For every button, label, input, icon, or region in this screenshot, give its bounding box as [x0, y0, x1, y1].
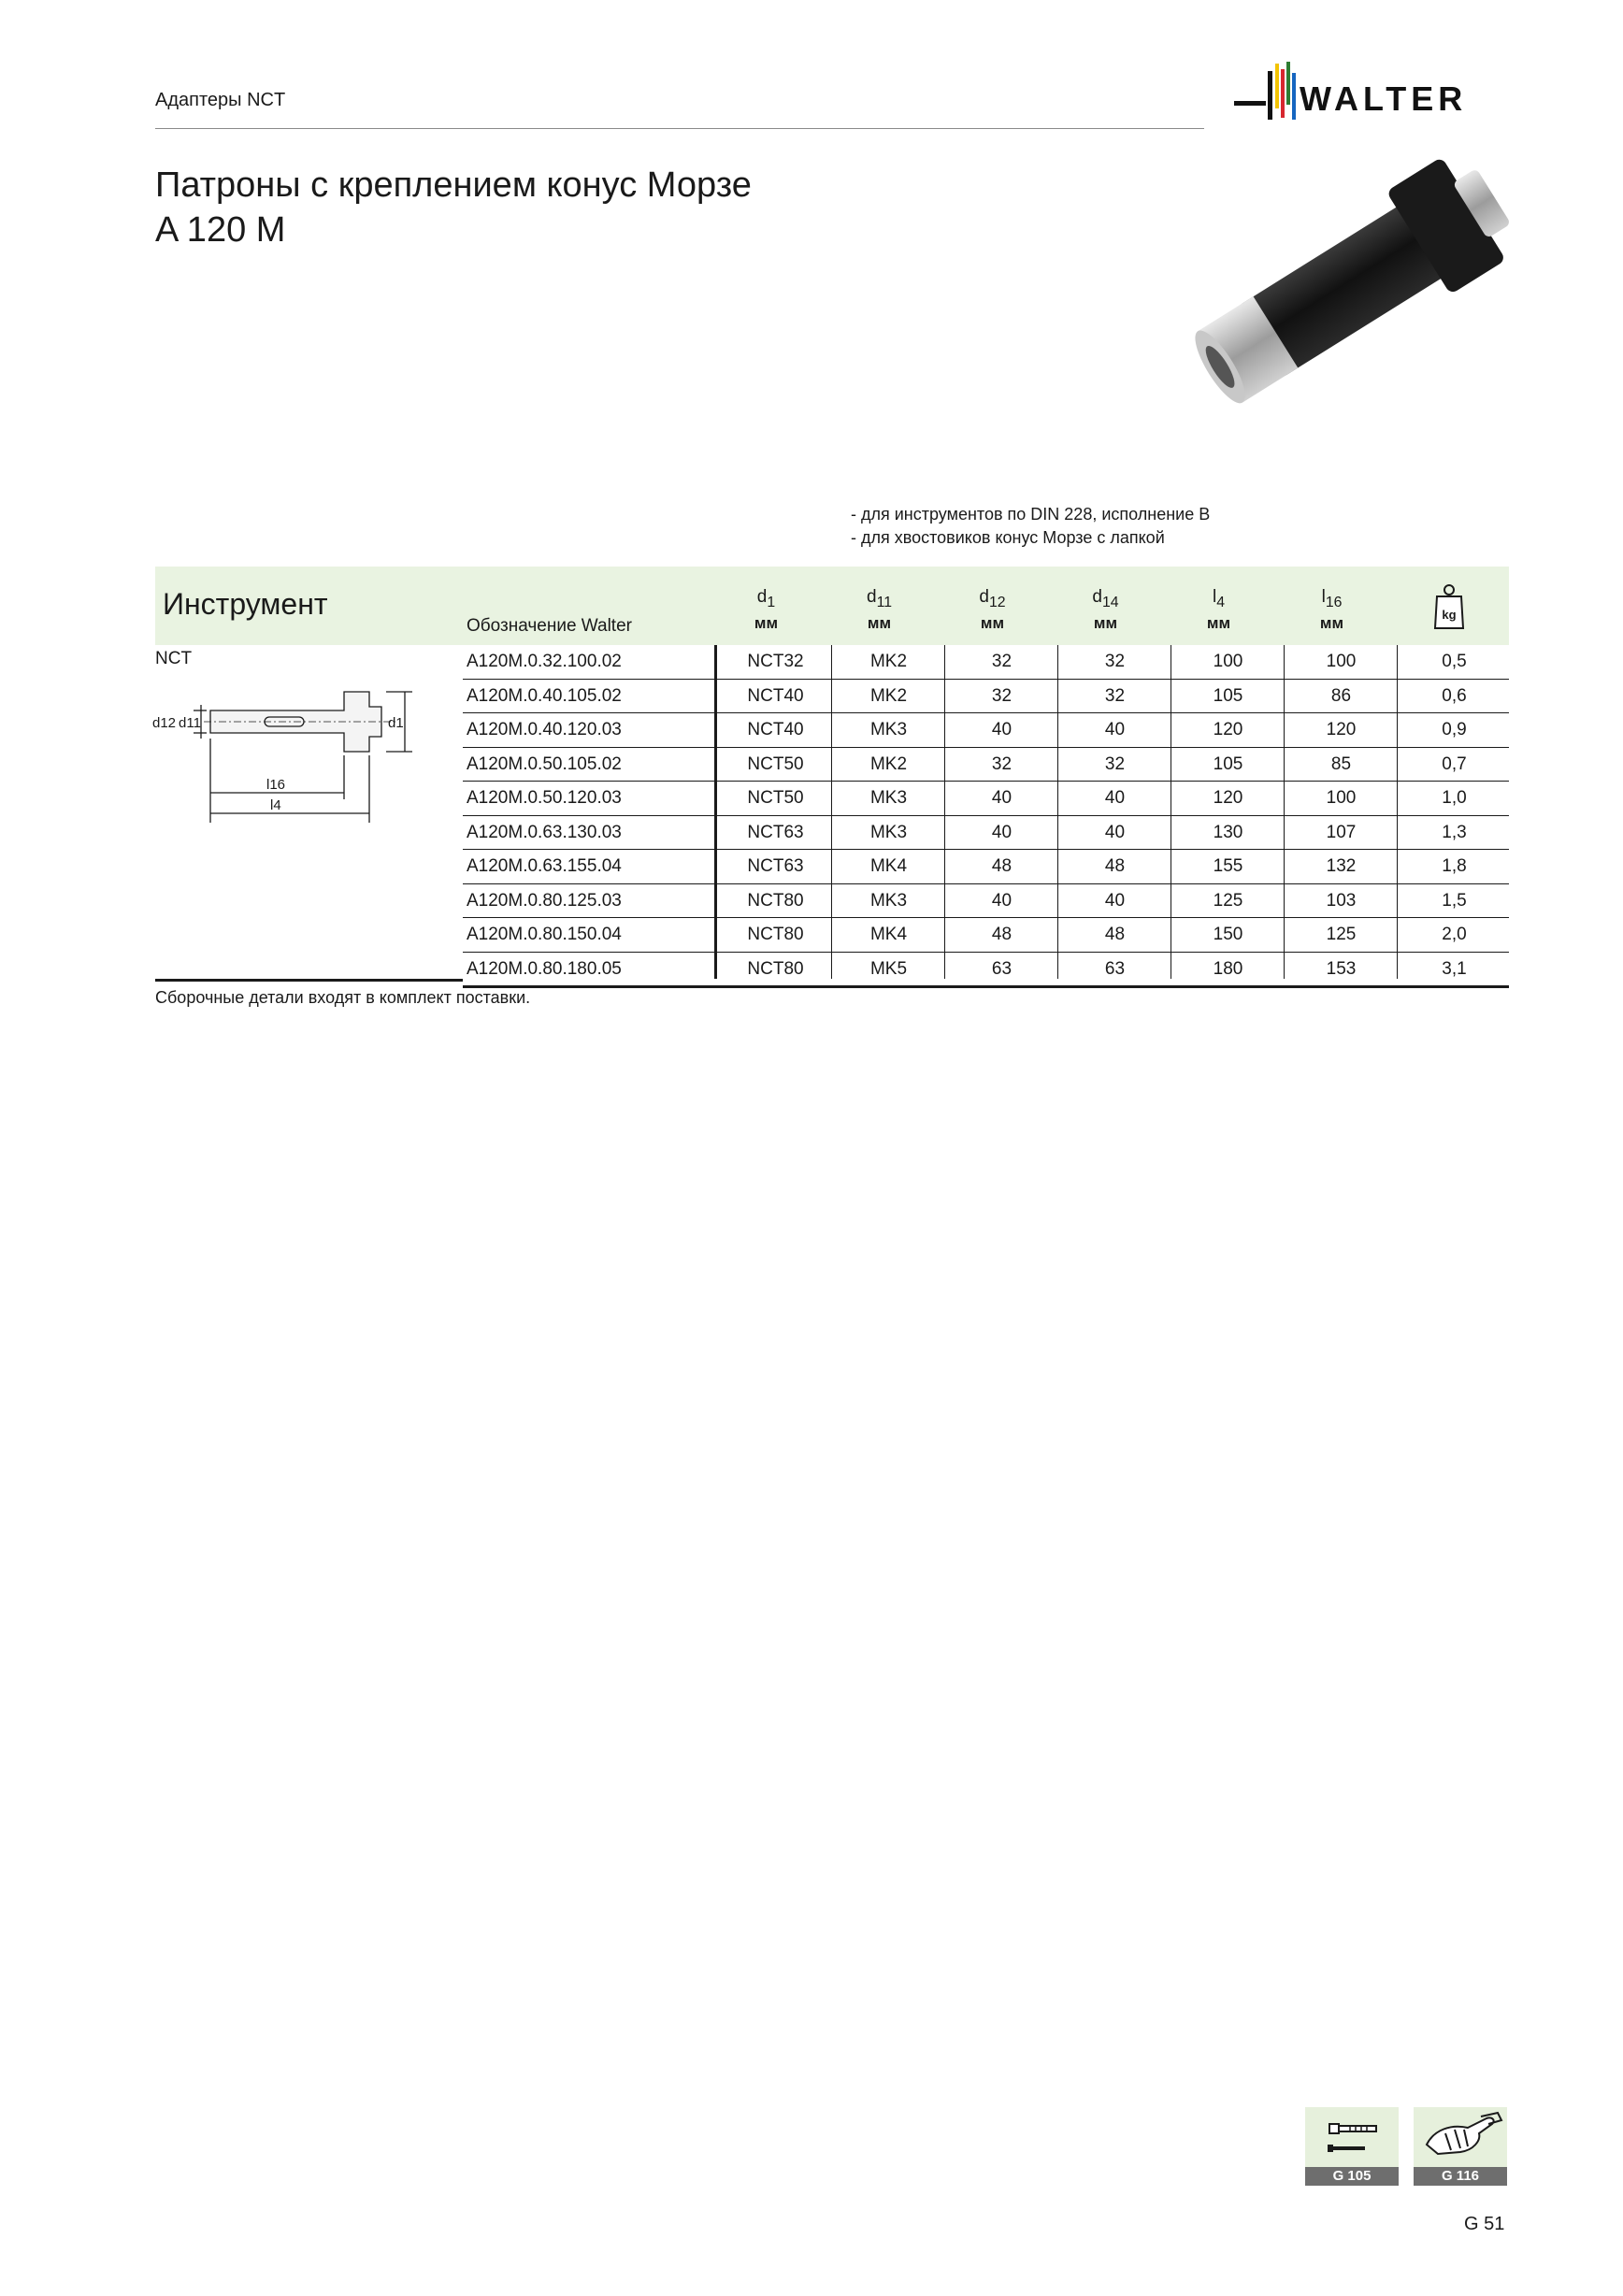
cell-weight: 3,1	[1442, 958, 1467, 979]
cell-d11: MK5	[869, 958, 908, 979]
reference-card-g105[interactable]	[1305, 2107, 1399, 2186]
cell-l4: 155	[1213, 856, 1243, 876]
note-item: - для инструментов по DIN 228, исполнение B	[851, 505, 1211, 524]
cell-designation: A120M.0.32.100.02	[467, 652, 622, 671]
table-row	[463, 713, 1509, 748]
diagram-label-l4: l4	[270, 797, 281, 813]
adapter-diagram	[152, 682, 419, 823]
column-header-l16: $l_{16}$ мм	[1319, 587, 1344, 632]
cell-d12: 32	[991, 685, 1013, 706]
cell-l16: 107	[1326, 822, 1357, 842]
table-bottom-rule	[155, 979, 463, 982]
cell-d14: 40	[1104, 890, 1126, 911]
cell-l4: 105	[1213, 685, 1243, 706]
table-divider	[714, 645, 717, 979]
cell-designation: A120M.0.40.105.02	[467, 685, 622, 706]
footnote: Сборочные детали входят в комплект поставки.	[155, 988, 531, 1007]
cell-l16: 100	[1326, 788, 1357, 808]
page-title-line1: Патроны с креплением конус Морзе	[155, 165, 752, 205]
cell-d1: NCT63	[747, 822, 804, 842]
cell-l16: 120	[1326, 720, 1357, 739]
cell-d14: 40	[1104, 822, 1126, 842]
cell-d1: NCT50	[747, 753, 804, 774]
cell-d14: 40	[1104, 720, 1126, 739]
reference-label: G 116	[1414, 2167, 1507, 2186]
cell-l4: 125	[1213, 890, 1243, 911]
cell-d11: MK4	[869, 856, 908, 876]
cell-d1: NCT32	[747, 652, 804, 671]
cell-designation: A120M.0.40.120.03	[467, 720, 622, 739]
diagram-label-l16: l16	[266, 777, 286, 793]
cell-weight: 0,6	[1442, 685, 1467, 706]
cell-d12: 40	[991, 720, 1013, 739]
cell-d14: 63	[1104, 958, 1126, 979]
table-row	[463, 884, 1509, 919]
table-row	[463, 645, 1509, 680]
cell-d14: 48	[1104, 925, 1126, 944]
cell-d14: 32	[1104, 652, 1126, 671]
note-item: - для хвостовиков конус Морзе с лапкой	[851, 528, 1165, 547]
reference-label: G 105	[1305, 2167, 1399, 2186]
cell-d12: 32	[991, 652, 1013, 671]
cell-d14: 32	[1104, 753, 1126, 774]
cell-d1: NCT40	[747, 685, 804, 706]
cell-weight: 0,7	[1442, 753, 1467, 774]
cell-l16: 100	[1326, 652, 1357, 671]
cell-l4: 105	[1213, 753, 1243, 774]
cell-designation: A120M.0.80.125.03	[467, 890, 622, 911]
cell-d11: MK4	[869, 925, 908, 944]
table-divider	[831, 645, 832, 979]
reference-card-g116[interactable]	[1414, 2107, 1507, 2186]
cell-weight: 1,3	[1442, 822, 1467, 842]
page-number: G 51	[1464, 2214, 1505, 2234]
table-row	[463, 850, 1509, 884]
table-row	[463, 953, 1509, 989]
cell-l16: 103	[1326, 890, 1357, 911]
cell-d14: 48	[1104, 856, 1126, 876]
cell-designation: A120M.0.63.155.04	[467, 856, 622, 876]
cell-d1: NCT80	[747, 890, 804, 911]
tool-group-label: Инструмент	[163, 587, 328, 621]
table-divider	[1397, 645, 1398, 979]
cell-d1: NCT50	[747, 788, 804, 808]
cell-d11: MK3	[869, 788, 908, 808]
table-divider	[944, 645, 945, 979]
cell-d14: 32	[1104, 685, 1126, 706]
cell-weight: 1,0	[1442, 788, 1467, 808]
cell-d12: 40	[991, 890, 1013, 911]
cell-weight: 1,8	[1442, 856, 1467, 876]
cell-d1: NCT80	[747, 925, 804, 944]
column-header-l4: $l_4$ мм	[1206, 587, 1231, 632]
diagram-label-d1: d1	[388, 715, 404, 731]
cell-d11: MK2	[869, 685, 908, 706]
cell-d12: 32	[991, 753, 1013, 774]
cell-l16: 125	[1326, 925, 1357, 944]
table-row	[463, 918, 1509, 953]
table-divider	[1284, 645, 1285, 979]
cell-designation: A120M.0.50.105.02	[467, 753, 622, 774]
cell-d1: NCT80	[747, 958, 804, 979]
walter-logo	[1234, 62, 1515, 122]
cell-l4: 130	[1213, 822, 1243, 842]
cell-d12: 40	[991, 788, 1013, 808]
cell-d11: MK2	[869, 753, 908, 774]
cell-weight: 0,5	[1442, 652, 1467, 671]
row-group-label: NCT	[155, 649, 193, 668]
table-row	[463, 680, 1509, 714]
cell-d11: MK2	[869, 652, 908, 671]
weight-icon-label: kg	[1442, 608, 1457, 622]
page-title	[155, 163, 752, 252]
table-row	[463, 782, 1509, 816]
table-divider	[1057, 645, 1058, 979]
cell-designation: A120M.0.80.180.05	[467, 958, 622, 979]
table-row	[463, 816, 1509, 851]
cell-d1: NCT63	[747, 856, 804, 876]
hand-wrench-icon	[1414, 2107, 1507, 2167]
spare-parts-icon	[1305, 2107, 1399, 2167]
cell-weight: 2,0	[1442, 925, 1467, 944]
header-divider	[155, 128, 1204, 129]
column-header-designation: Обозначение Walter	[467, 616, 632, 636]
section-label: Адаптеры NCT	[155, 90, 286, 110]
notes	[851, 503, 1210, 550]
cell-d12: 63	[991, 958, 1013, 979]
cell-designation: A120M.0.63.130.03	[467, 822, 622, 842]
cell-l16: 86	[1330, 685, 1352, 706]
cell-d14: 40	[1104, 788, 1126, 808]
walter-logo-text: WALTER	[1300, 79, 1468, 118]
cell-weight: 1,5	[1442, 890, 1467, 911]
cell-l16: 85	[1330, 753, 1352, 774]
cell-weight: 0,9	[1442, 720, 1467, 739]
diagram-label-d12: d12	[152, 715, 177, 731]
table-row	[463, 748, 1509, 782]
column-header-d11: $d_{11}$ мм	[866, 587, 892, 632]
cell-d12: 40	[991, 822, 1013, 842]
cell-l4: 180	[1213, 958, 1243, 979]
cell-l16: 132	[1326, 856, 1357, 876]
cell-d12: 48	[991, 856, 1013, 876]
weight-icon	[1433, 583, 1465, 632]
product-table	[463, 645, 1509, 988]
cell-l4: 120	[1213, 720, 1243, 739]
cell-l16: 153	[1326, 958, 1357, 979]
cell-d1: NCT40	[747, 720, 804, 739]
cell-d12: 48	[991, 925, 1013, 944]
cell-l4: 150	[1213, 925, 1243, 944]
cell-l4: 100	[1213, 652, 1243, 671]
cell-d11: MK3	[869, 720, 908, 739]
column-header-d12: $d_{12}$ мм	[979, 587, 1006, 632]
cell-designation: A120M.0.50.120.03	[467, 788, 622, 808]
product-photo	[1178, 150, 1524, 421]
column-header-d14: $d_{14}$ мм	[1092, 587, 1119, 632]
column-header-d1: $d_1$ мм	[754, 587, 779, 632]
diagram-label-d11: d11	[179, 715, 201, 731]
page-title-line2: A 120 M	[155, 210, 286, 250]
cell-d11: MK3	[869, 890, 908, 911]
cell-designation: A120M.0.80.150.04	[467, 925, 622, 944]
cell-l4: 120	[1213, 788, 1243, 808]
cell-d11: MK3	[869, 822, 908, 842]
